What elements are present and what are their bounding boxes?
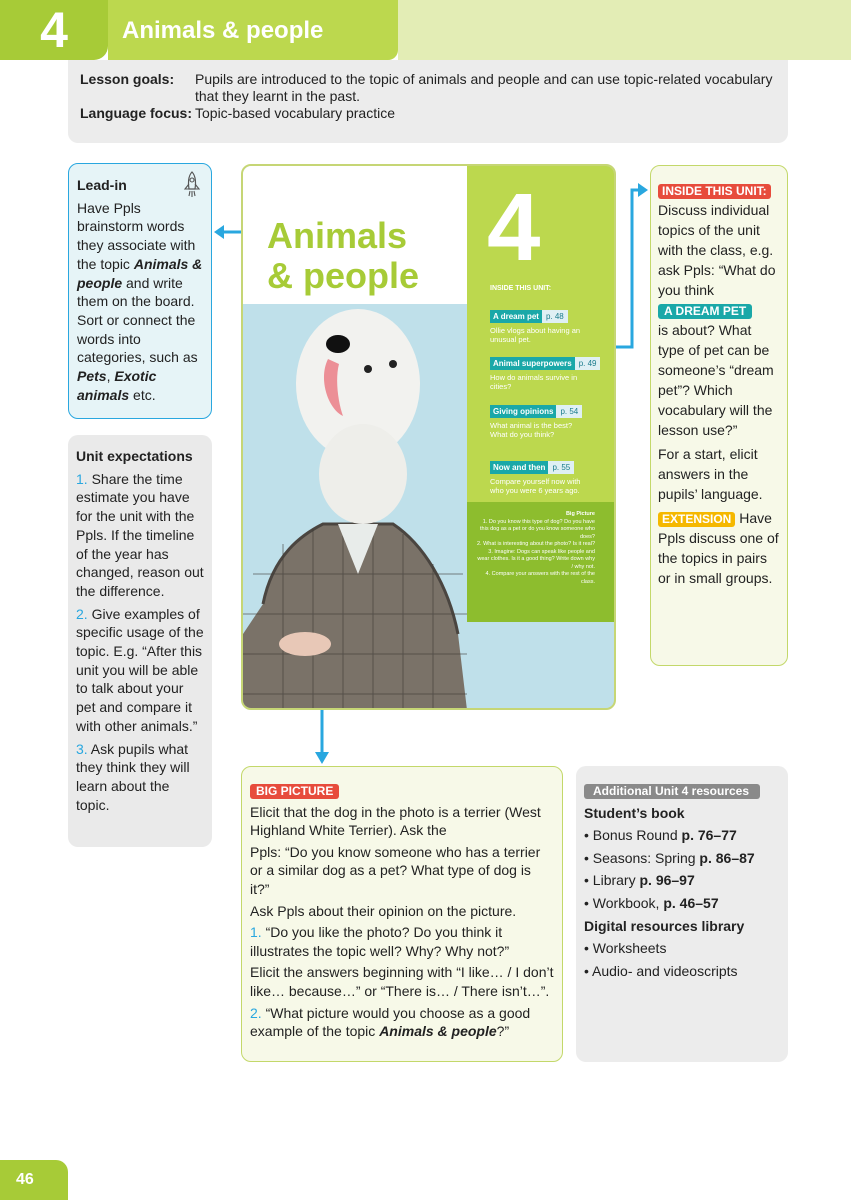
page-number: 46 [0,1160,68,1200]
book-item: Animal superpowers p. 49 How do animals survive in cities? [490,353,600,391]
list-item: 2. Give examples of specific usage of the topic. E.g. “After this unit you will be able to talk about your pet and compare it with other animals.” [76,605,204,734]
unit-expectations-title: Unit expectations [76,448,193,464]
digital-resources-title: Digital resources library [584,917,745,934]
book-inside-label: INSIDE THIS UNIT: [490,285,552,292]
list-item: • Seasons: Spring p. 86–87 [584,849,755,866]
lead-in-title: Lead-in [77,177,127,193]
inside-unit-tag: INSIDE THIS UNIT: [658,184,771,199]
unit-number: 4 [0,0,108,60]
resources-tag: Additional Unit 4 resources [584,784,760,799]
unit-title: Animals & people [108,0,398,60]
book-title-line2: & people [267,255,420,296]
dream-pet-tag: A DREAM PET [658,304,752,319]
big-picture-tag: BIG PICTURE [250,784,339,799]
list-item: • Audio- and videoscripts [584,962,738,979]
big-picture-text: Elicit the answers beginning with “I like… / I don’t like… because…” or “There is… / There isn’t…”. [250,964,554,999]
list-item: 3. Ask pupils what they think they will learn about the topic. [76,740,190,813]
lesson-goals-label: Lesson goals: [80,71,175,87]
additional-resources-box [576,766,788,1062]
big-picture-question-2: 2. “What picture would you choose as a good example of the topic Animals & people?” [250,1004,531,1040]
extension-text: EXTENSION Have Ppls discuss one of the topics in pairs or in small groups. [658,510,779,586]
inside-text-2: is about? What type of pet can be someone’s “dream pet”? Which vocabulary will the lesson use?” [658,322,774,438]
inside-text-3: For a start, elicit answers in the pupils’ language. [658,446,763,502]
big-picture-text: Ask Ppls about their opinion on the picture. [250,902,517,919]
list-item: 1. Share the time estimate you have for the unit with the Ppls. If the timeline of the year has changed, reason out the difference. [76,470,204,599]
unit-expectations-box [68,435,212,847]
lesson-goals-panel [68,60,788,143]
book-big-picture: Big Picture 1. Do you know this type of dog? Do you have this dog as a pet or do you know someone who does? 2. What is interesting about the photo? Is it real? 3. Imagine: Dogs can speak like people and wear clothes. Is it a good thing? Write down why / why not. 4. Compare your answers with the rest of the class. [477,511,596,585]
students-book-title: Student’s book [584,804,685,821]
book-item: Now and then p. 55 Compare yourself now with who you were 6 years ago. [490,463,581,495]
header-band [398,0,851,60]
big-picture-text: Ppls: “Do you know someone who has a terrier or a similar dog as a pet? What type of dog is it?” [250,843,541,897]
student-book-cover [241,164,616,710]
list-item: • Library p. 96–97 [584,872,695,889]
inside-text-1: Discuss individual topics of the unit with the class, e.g. ask Ppls: “What do you think [658,202,776,298]
list-item: • Workbook, p. 46–57 [584,894,719,911]
language-focus-label: Language focus: [80,105,193,121]
rocket-icon [181,170,203,198]
big-picture-text: Elicit that the dog in the photo is a terrier (West Highland White Terrier). Ask the [250,803,541,839]
list-item: • Worksheets [584,940,667,957]
book-item: A dream pet p. 48 Ollie vlogs about having an unusual pet. [490,312,581,344]
lesson-goals-text: Pupils are introduced to the topic of animals and people and can use topic-related vocabulary that they learnt in the past. [195,71,773,104]
book-item: Giving opinions p. 54 What animal is the best? What do you think? [490,401,590,439]
book-unit-number: 4 [487,174,541,281]
dog-in-jacket-photo [243,304,467,710]
book-title-line1: Animals [267,215,408,256]
extension-tag: EXTENSION [658,512,735,527]
lead-in-text: Have Ppls brainstorm words they associate with the topic Animals & people and write them on the board. Sort or connect the words into categories, such as Pets, Exotic animals etc. [77,199,203,403]
inside-this-unit-box [650,165,788,666]
big-picture-box [241,766,563,1062]
list-item: • Bonus Round p. 76–77 [584,827,737,844]
big-picture-question-1: 1. “Do you like the photo? Do you think it illustrates the topic well? Why? Why not?” [250,924,510,959]
lead-in-box [68,163,212,419]
language-focus-text: Topic-based vocabulary practice [195,105,395,121]
